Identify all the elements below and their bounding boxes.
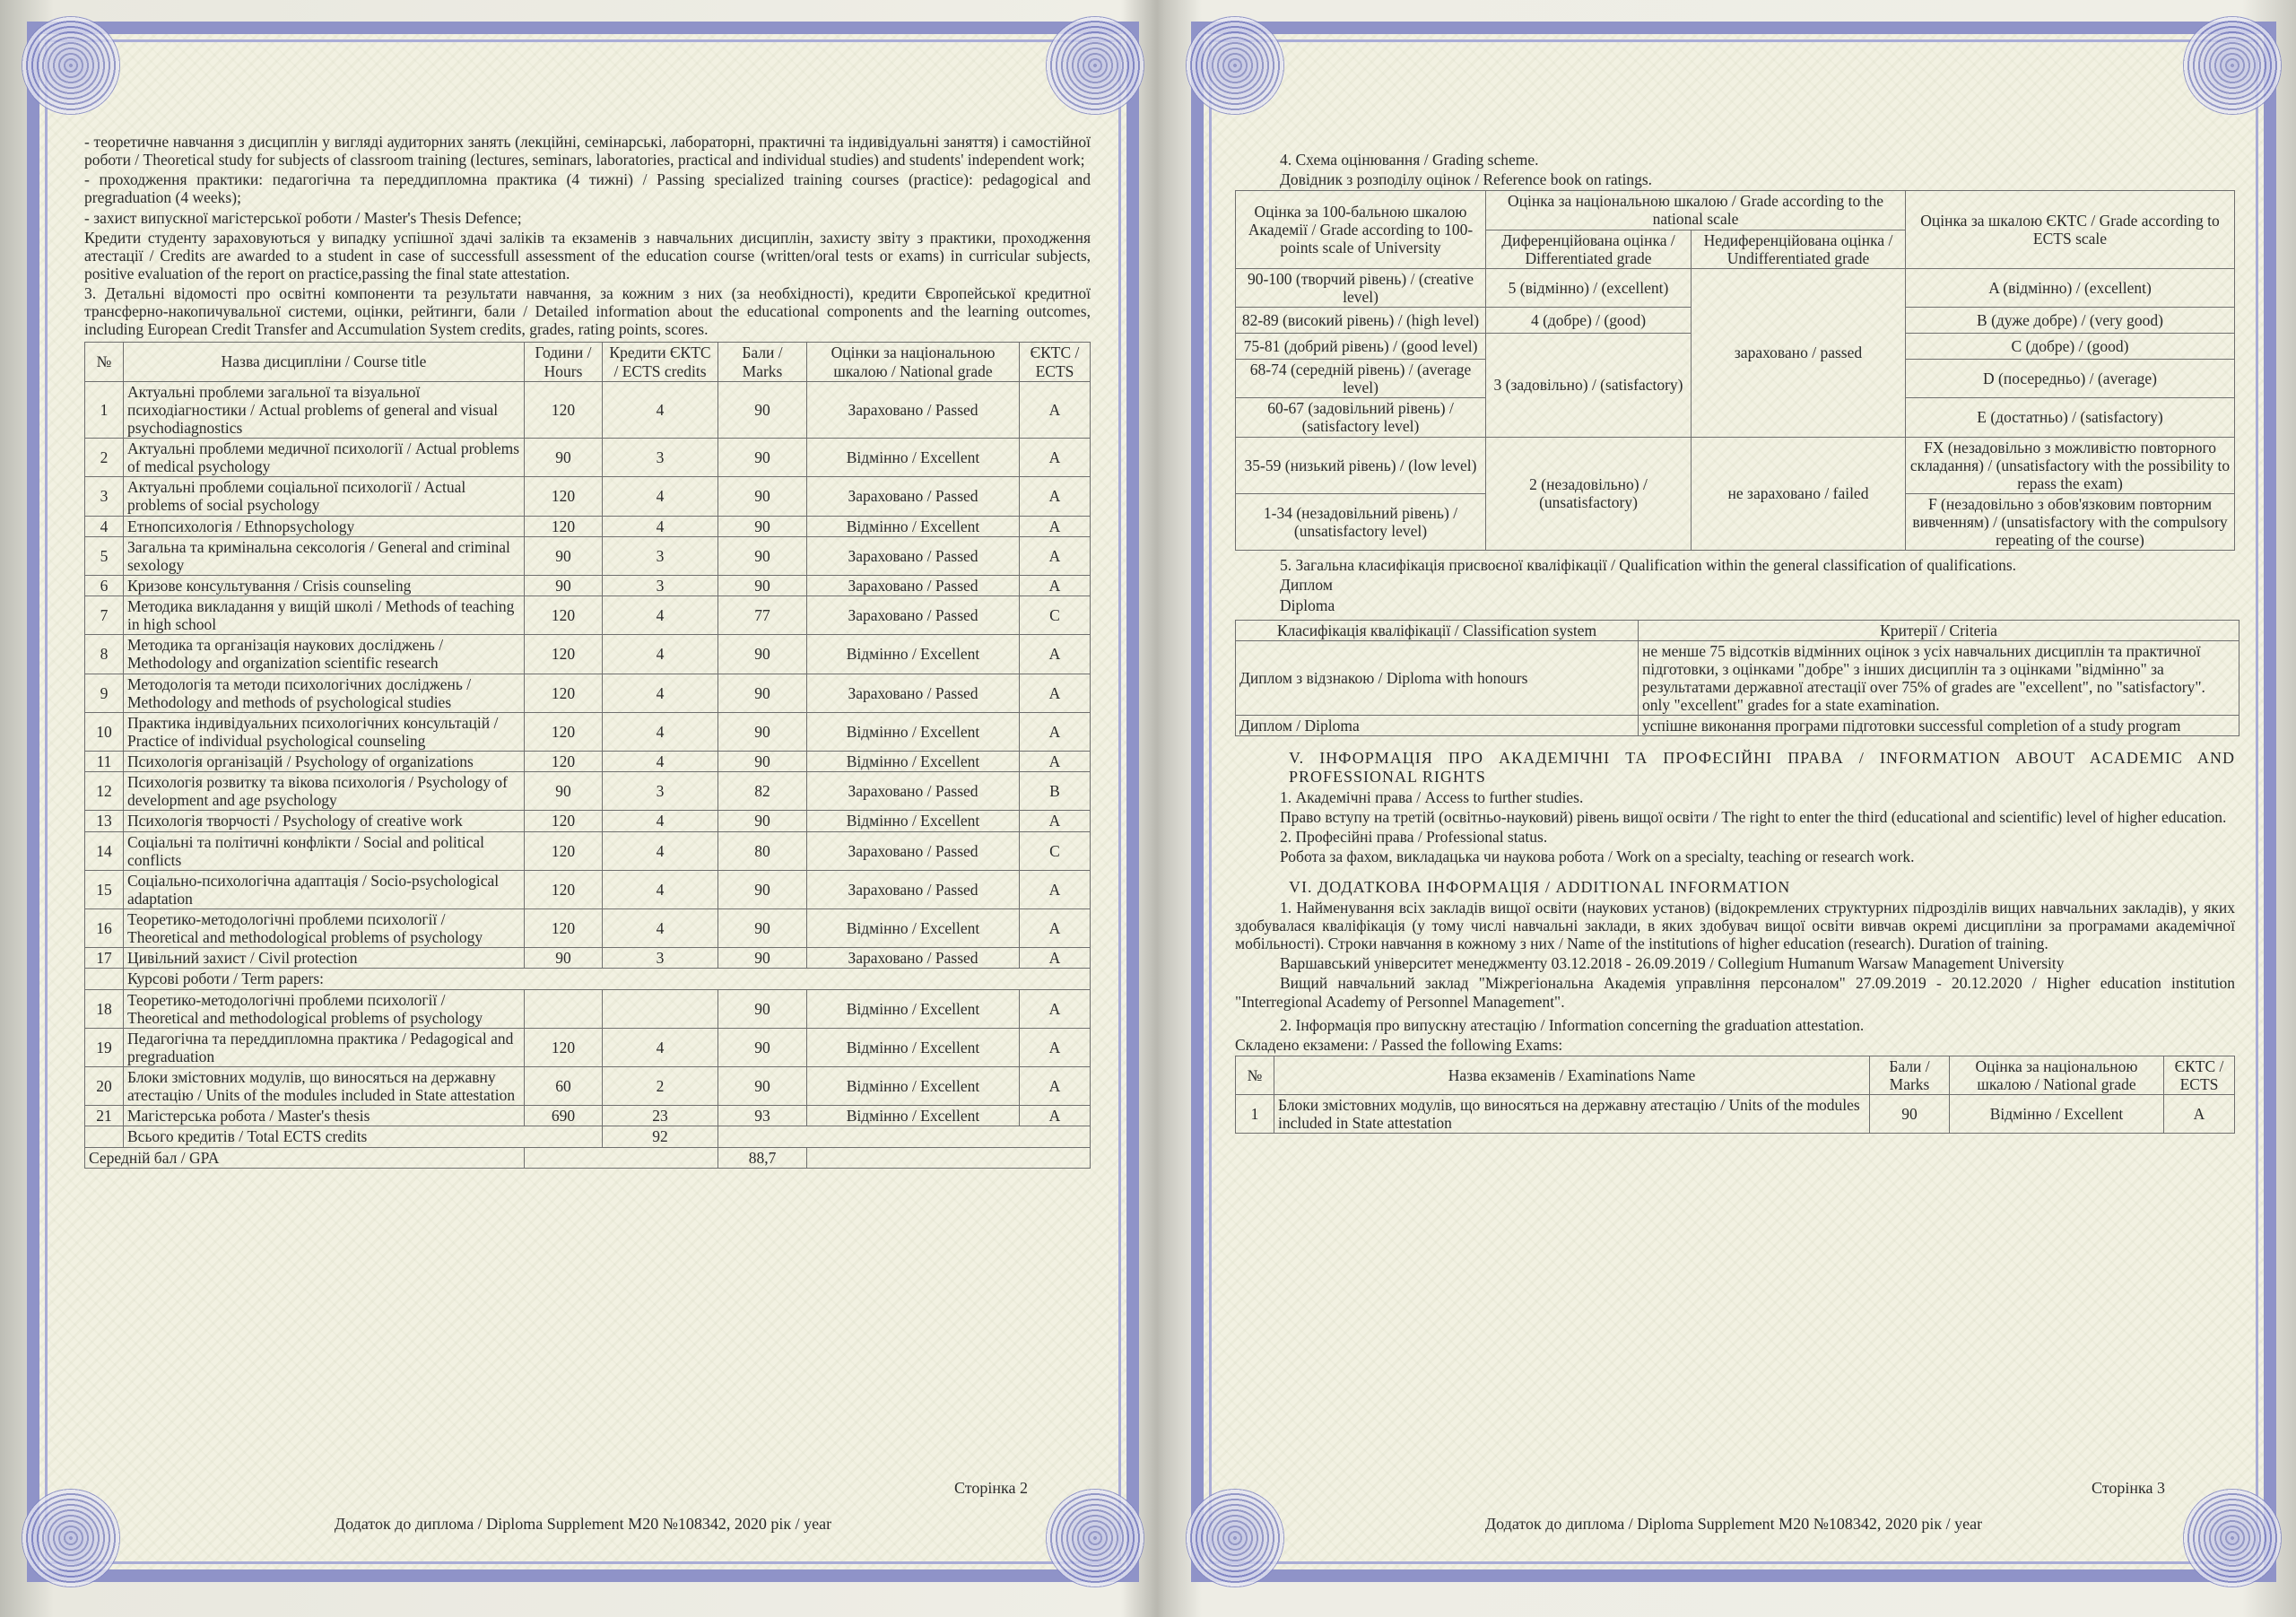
table-cell: 23 (603, 1106, 718, 1126)
col-header: № (1236, 1056, 1274, 1094)
exam-cell: A (2164, 1095, 2235, 1134)
para: 2. Професійні права / Professional status. (1280, 828, 1548, 846)
table-cell: 4 (603, 811, 718, 831)
table-cell: 16 (85, 909, 124, 948)
table-cell: 20 (85, 1067, 124, 1106)
grade-range: 1-34 (незадовільний рівень) / (unsatisfactory level) (1236, 493, 1486, 550)
table-cell: Методика та організація наукових досліджень / Methodology and organization scientific research (124, 635, 525, 674)
table-cell: A (1020, 1028, 1091, 1066)
col-header: ЄКТС / ECTS (2164, 1056, 2235, 1094)
table-cell: Відмінно / Excellent (807, 811, 1020, 831)
table-cell: Зараховано / Passed (807, 674, 1020, 712)
table-cell: Відмінно / Excellent (807, 516, 1020, 536)
table-cell: 120 (525, 752, 603, 772)
col-header: Оцінка за національною шкалою / National grade (1950, 1056, 2164, 1094)
undiff-pass: зараховано / passed (1692, 268, 1906, 437)
table-cell: 11 (85, 752, 124, 772)
classification-table (1235, 620, 2239, 737)
table-cell: Відмінно / Excellent (807, 1028, 1020, 1066)
rosette-ornament (22, 1489, 120, 1587)
table-cell: 90 (718, 752, 807, 772)
table-cell: A (1020, 752, 1091, 772)
table-row (85, 1067, 1091, 1106)
table-cell: A (1020, 381, 1091, 438)
grade-range: 35-59 (низький рівень) / (low level) (1236, 437, 1486, 493)
table-cell: 17 (85, 948, 124, 969)
table-cell: 5 (85, 536, 124, 575)
table-cell: 4 (603, 870, 718, 908)
grade-range: 90-100 (творчий рівень) / (creative level) (1236, 268, 1486, 307)
rosette-ornament (22, 16, 120, 115)
table-cell: 90 (718, 674, 807, 712)
table-row (85, 989, 1091, 1028)
page-number: Сторінка 2 (954, 1479, 1028, 1497)
col-header: Оцінка за національною шкалою / Grade according to the national scale (1486, 191, 1906, 230)
ects-grade: B (дуже добре) / (very good) (1906, 308, 2235, 334)
table-cell: 77 (718, 596, 807, 635)
rosette-ornament (1046, 16, 1144, 115)
table-cell: A (1020, 516, 1091, 536)
table-cell: 12 (85, 772, 124, 811)
total-label: Всього кредитів / Total ECTS credits (124, 1126, 603, 1147)
intro-line: Кредити студенту зараховуються у випадку успішної здачі заліків та екзаменів з навчальних дисциплін, захисту звіту з практики, проходження атестації / Credits are awarded to a student in case of successfull assessment of the education course (written/oral tests or exams) in curricular subjects, positive evaluation of the report on practice,passing the final state attestation. (84, 228, 1091, 283)
table-cell: Зараховано / Passed (807, 477, 1020, 516)
table-cell: Теоретико-методологічні проблеми психології / Theoretical and methodological problems of psychology (124, 989, 525, 1028)
col-header: Класифікація кваліфікації / Classification system (1236, 620, 1639, 640)
table-cell: 120 (525, 674, 603, 712)
gpa-label: Середній бал / GPA (85, 1147, 525, 1168)
section-title: 5. Загальна класифікація присвоєної кваліфікації / Qualification within the general classification of qualifications. (1280, 556, 2017, 575)
table-cell: Методика викладання у вищій школі / Methods of teaching in high school (124, 596, 525, 635)
table-cell: 90 (718, 536, 807, 575)
table-cell: Психологія творчості / Psychology of creative work (124, 811, 525, 831)
ects-grade: D (посередньо) / (average) (1906, 360, 2235, 398)
table-cell: 90 (718, 712, 807, 751)
ects-grade: A (відмінно) / (excellent) (1906, 268, 2235, 307)
col-header: Години / Hours (525, 343, 603, 381)
total-value: 92 (603, 1126, 718, 1147)
table-cell: A (1020, 477, 1091, 516)
diff-grade: 3 (задовільно) / (satisfactory) (1486, 334, 1692, 438)
table-row (85, 969, 1091, 989)
table-cell: 21 (85, 1106, 124, 1126)
col-header: Критерії / Criteria (1639, 620, 2239, 640)
diff-grade: 4 (добре) / (good) (1486, 308, 1692, 334)
table-cell: Відмінно / Excellent (807, 439, 1020, 477)
grade-range: 68-74 (середній рівень) / (average level) (1236, 360, 1486, 398)
table-cell: Актуальні проблеми медичної психології / Actual problems of medical psychology (124, 439, 525, 477)
courses-body (85, 381, 1091, 969)
table-cell: Педагогічна та переддипломна практика / Pedagogical and pregraduation (124, 1028, 525, 1066)
table-row (85, 674, 1091, 712)
table-row (85, 635, 1091, 674)
diff-grade: 5 (відмінно) / (excellent) (1486, 268, 1692, 307)
table-cell: Актуальні проблеми соціальної психології / Actual problems of social psychology (124, 477, 525, 516)
total-row (85, 1126, 1091, 1147)
table-cell: Зараховано / Passed (807, 831, 1020, 870)
table-cell: 90 (718, 870, 807, 908)
courses-body-2 (85, 989, 1091, 1126)
table-cell (525, 989, 603, 1028)
table-cell: 7 (85, 596, 124, 635)
exam-cell: 90 (1870, 1095, 1950, 1134)
undiff-fail: не зараховано / failed (1692, 437, 1906, 551)
table-cell: Зараховано / Passed (807, 596, 1020, 635)
table-row (85, 831, 1091, 870)
exam-table (1235, 1056, 2235, 1135)
table-row (85, 575, 1091, 596)
gpa-row (85, 1147, 1091, 1168)
table-cell: 4 (603, 477, 718, 516)
table-cell: 80 (718, 831, 807, 870)
table-row (85, 1106, 1091, 1126)
table-cell: Методологія та методи психологічних досліджень / Methodology and methods of psychological studies (124, 674, 525, 712)
table-cell: 90 (718, 1028, 807, 1066)
table-cell: Відмінно / Excellent (807, 712, 1020, 751)
col-header: Диференційована оцінка / Differentiated grade (1486, 230, 1692, 268)
term-papers-label: Курсові роботи / Term papers: (124, 969, 1091, 989)
table-row (85, 772, 1091, 811)
table-cell: 120 (525, 811, 603, 831)
table-cell: 3 (603, 772, 718, 811)
table-cell: 120 (525, 477, 603, 516)
table-cell: 4 (603, 752, 718, 772)
col-header: Назва дисципліни / Course title (124, 343, 525, 381)
table-cell: 4 (603, 381, 718, 438)
section-heading: V. ІНФОРМАЦІЯ ПРО АКАДЕМІЧНІ ТА ПРОФЕСІЙНІ ПРАВА / INFORMATION ABOUT ACADEMIC AND PROFESSIONAL RIGHTS (1289, 749, 2235, 787)
para: Робота за фахом, викладацька чи наукова робота / Work on a specialty, teaching or research work. (1280, 848, 1915, 866)
table-cell: 3 (603, 948, 718, 969)
ects-grade: FX (незадовільно з можливістю повторного складання) / (unsatisfactory with the possibility to repass the exam) (1906, 437, 2235, 493)
table-cell: 120 (525, 516, 603, 536)
table-cell: 19 (85, 1028, 124, 1066)
class-name: Диплом / Diploma (1236, 716, 1639, 736)
table-cell: C (1020, 831, 1091, 870)
table-cell: A (1020, 536, 1091, 575)
table-cell: 15 (85, 870, 124, 908)
table-cell: 90 (718, 381, 807, 438)
table-cell: A (1020, 870, 1091, 908)
table-cell: 2 (85, 439, 124, 477)
table-cell: 4 (603, 516, 718, 536)
section-title: 4. Схема оцінювання / Grading scheme. (1280, 151, 1539, 169)
table-cell: 4 (603, 635, 718, 674)
table-cell: A (1020, 439, 1091, 477)
table-cell: 90 (718, 948, 807, 969)
qual-line: Диплом (1280, 576, 1333, 595)
table-cell: 120 (525, 870, 603, 908)
table-cell: A (1020, 575, 1091, 596)
table-cell: A (1020, 909, 1091, 948)
table-cell: 3 (603, 536, 718, 575)
para: 1. Академічні права / Access to further studies. (1280, 787, 1584, 806)
table-cell: A (1020, 989, 1091, 1028)
table-cell: 4 (603, 596, 718, 635)
table-cell: 120 (525, 596, 603, 635)
table-cell: 4 (603, 712, 718, 751)
col-header: № (85, 343, 124, 381)
table-row (85, 439, 1091, 477)
col-header: Бали / Marks (1870, 1056, 1950, 1094)
table-cell: 4 (603, 674, 718, 712)
table-cell: 90 (718, 989, 807, 1028)
table-cell: 10 (85, 712, 124, 751)
table-row (85, 1028, 1091, 1066)
grade-range: 82-89 (високий рівень) / (high level) (1236, 308, 1486, 334)
gpa-value: 88,7 (718, 1147, 807, 1168)
table-cell: 90 (718, 477, 807, 516)
table-cell: Відмінно / Excellent (807, 909, 1020, 948)
intro-line: - захист випускної магістерської роботи / Master's Thesis Defence; (84, 208, 522, 227)
table-cell: Зараховано / Passed (807, 536, 1020, 575)
intro-line: - проходження практики: педагогічна та переддипломна практика (4 тижні) / Passing specialized training courses (practice): pedagogical and pregraduation (4 weeks); (84, 170, 1091, 207)
table-cell: A (1020, 1106, 1091, 1126)
rosette-ornament (1186, 16, 1284, 115)
table-row (85, 909, 1091, 948)
intro-line: 3. Детальні відомості про освітні компоненти та результати навчання, за кожним з них (за необхідності), кредити Європейської кредитної трансферно-накопичувальної системи, оцінки, рейтинги, бали / Detailed information about the educational components and the learning outcomes, including European Credit Transfer and Accumulation System credits, grades, rating points, scores. (84, 284, 1091, 339)
table-cell: Відмінно / Excellent (807, 1067, 1020, 1106)
table-cell: 13 (85, 811, 124, 831)
col-header: Оцінка за шкалою ЄКТС / Grade according to ECTS scale (1906, 191, 2235, 269)
table-cell: 690 (525, 1106, 603, 1126)
table-cell: 4 (85, 516, 124, 536)
exam-cell: Відмінно / Excellent (1950, 1095, 2164, 1134)
section-heading: VI. ДОДАТКОВА ІНФОРМАЦІЯ / ADDITIONAL INFORMATION (1289, 878, 1791, 897)
grade-range: 75-81 (добрий рівень) / (good level) (1236, 334, 1486, 360)
table-row (85, 811, 1091, 831)
table-cell: Зараховано / Passed (807, 575, 1020, 596)
table-cell: Відмінно / Excellent (807, 1106, 1020, 1126)
table-cell: Актуальні проблеми загальної та візуальної психодіагностики / Actual problems of general and visual psychodiagnostics (124, 381, 525, 438)
rosette-ornament (2183, 16, 2282, 115)
section-subtitle: Довідник з розподілу оцінок / Reference book on ratings. (1280, 170, 1653, 189)
para: Варшавський університет менеджменту 03.12.2018 - 26.09.2019 / Collegium Humanum Warsaw Management University (1280, 954, 2065, 973)
table-cell: 8 (85, 635, 124, 674)
table-cell: A (1020, 674, 1091, 712)
table-cell: 3 (603, 575, 718, 596)
table-cell: Соціально-психологічна адаптація / Socio-psychological adaptation (124, 870, 525, 908)
table-row (85, 752, 1091, 772)
exam-cell: Блоки змістовних модулів, що виносяться на державну атестацію / Units of the modules included in State attestation (1274, 1095, 1870, 1134)
table-cell: 1 (85, 381, 124, 438)
table-cell: Етнопсихологія / Ethnopsychology (124, 516, 525, 536)
col-header: Оцінки за національною шкалою / National grade (807, 343, 1020, 381)
table-cell: 3 (85, 477, 124, 516)
table-cell: 90 (718, 635, 807, 674)
page-left (27, 22, 1139, 1582)
table-row (85, 477, 1091, 516)
table-cell: 120 (525, 381, 603, 438)
table-cell: Зараховано / Passed (807, 870, 1020, 908)
rosette-ornament (1046, 1489, 1144, 1587)
table-cell: Психологія розвитку та вікова психологія / Psychology of development and age psychology (124, 772, 525, 811)
table-cell: 90 (718, 811, 807, 831)
table-cell: 14 (85, 831, 124, 870)
table-cell: A (1020, 948, 1091, 969)
table-cell: Відмінно / Excellent (807, 635, 1020, 674)
page-number: Сторінка 3 (2092, 1479, 2165, 1497)
table-cell: Зараховано / Passed (807, 772, 1020, 811)
table-cell: Практика індивідуальних психологічних консультацій / Practice of individual psychological counseling (124, 712, 525, 751)
table-cell: 4 (603, 1028, 718, 1066)
table-cell: B (1020, 772, 1091, 811)
ects-grade: C (добре) / (good) (1906, 334, 2235, 360)
page-right (1191, 22, 2276, 1582)
table-cell: 90 (525, 439, 603, 477)
table-cell: Кризове консультування / Crisis counseling (124, 575, 525, 596)
table-cell: Магістерська робота / Master's thesis (124, 1106, 525, 1126)
table-cell: Соціальні та політичні конфлікти / Social and political conflicts (124, 831, 525, 870)
rosette-ornament (1186, 1489, 1284, 1587)
table-cell: 120 (525, 1028, 603, 1066)
rosette-ornament (2183, 1489, 2282, 1587)
class-criteria: успішне виконання програми підготовки successful completion of a study program (1639, 716, 2239, 736)
table-cell: 9 (85, 674, 124, 712)
table-cell: A (1020, 635, 1091, 674)
table-cell: 120 (525, 909, 603, 948)
table-row (85, 381, 1091, 438)
table-cell: 120 (525, 635, 603, 674)
table-row (85, 536, 1091, 575)
table-cell: A (1020, 811, 1091, 831)
table-cell: 18 (85, 989, 124, 1028)
table-cell: 120 (525, 831, 603, 870)
table-row (1236, 1095, 2235, 1134)
table-cell: 90 (718, 439, 807, 477)
class-criteria: не менше 75 відсотків відмінних оцінок з усіх навчальних дисциплін та практичної підготовки, з оцінками "добре" з інших дисциплін та з оцінками "відмінно" за результатами державної атестації over 75% of grades are "excellent", no "satisfactory". only "excellent" grades for a state examination. (1639, 640, 2239, 716)
diff-grade: 2 (незадовільно) / (unsatisfactory) (1486, 437, 1692, 551)
courses-table (84, 342, 1091, 1168)
table-row (85, 712, 1091, 751)
table-row (85, 870, 1091, 908)
col-header: Бали / Marks (718, 343, 807, 381)
table-cell: 90 (525, 575, 603, 596)
table-cell: 60 (525, 1067, 603, 1106)
table-cell: 90 (525, 536, 603, 575)
table-cell: Відмінно / Excellent (807, 989, 1020, 1028)
col-header: Оцінка за 100-бальною шкалою Академії / Grade according to 100-points scale of University (1236, 191, 1486, 269)
table-cell: 82 (718, 772, 807, 811)
table-cell: 4 (603, 909, 718, 948)
col-header: Назва екзаменів / Examinations Name (1274, 1056, 1870, 1094)
intro-line: - теоретичне навчання з дисциплін у вигляді аудиторних занять (лекційні, семінарські, лабораторні, практичні та індивідуальні заняття) і самостійної роботи / Theoretical study for subjects of classroom training (lectures, seminars, laboratories, practical and individual studies) and students' independent work; (84, 133, 1091, 170)
para: Вищий навчальний заклад "Міжрегіональна Академія управління персоналом" 27.09.2019 - 20.12.2020 / Higher education institution "Interregional Academy of Personnel Management". (1235, 974, 2235, 1011)
col-header: Кредити ЄКТС / ECTS credits (603, 343, 718, 381)
ects-grade: F (незадовільно з обов'язковим повторним вивченням) / (unsatisfactory with the compulsory repeating of the course) (1906, 493, 2235, 550)
grading-table (1235, 190, 2235, 551)
table-cell: Теоретико-методологічні проблеми психології / Theoretical and methodological problems of psychology (124, 909, 525, 948)
table-cell: Загальна та кримінальна сексологія / General and criminal sexology (124, 536, 525, 575)
page-footer: Додаток до диплома / Diploma Supplement М20 №108342, 2020 рік / year (1484, 1515, 1983, 1533)
table-cell: 90 (525, 772, 603, 811)
table-cell: 120 (525, 712, 603, 751)
table-cell: 90 (718, 516, 807, 536)
table-cell: Зараховано / Passed (807, 948, 1020, 969)
table-cell: 93 (718, 1106, 807, 1126)
table-cell: 90 (718, 1067, 807, 1106)
grade-range: 60-67 (задовільний рівень) / (satisfactory level) (1236, 398, 1486, 437)
page-footer: Додаток до диплома / Diploma Supplement М20 №108342, 2020 рік / year (334, 1515, 832, 1533)
para: 2. Інформація про випускну атестацію / Information concerning the graduation attestation. (1280, 1015, 1865, 1034)
ects-grade: E (достатньо) / (satisfactory) (1906, 398, 2235, 437)
table-cell: Психологія організацій / Psychology of organizations (124, 752, 525, 772)
table-row (85, 948, 1091, 969)
table-cell: A (1020, 1067, 1091, 1106)
table-cell: Відмінно / Excellent (807, 752, 1020, 772)
table-cell: Блоки змістовних модулів, що виносяться на державну атестацію / Units of the modules included in State attestation (124, 1067, 525, 1106)
table-cell: 6 (85, 575, 124, 596)
para: Право вступу на третій (освітньо-науковий) рівень вищої освіти / The right to enter the third (educational and scientific) level of higher education. (1280, 807, 2227, 826)
table-cell: 90 (525, 948, 603, 969)
col-header: ЄКТС / ECTS (1020, 343, 1091, 381)
table-cell: Цивільний захист / Civil protection (124, 948, 525, 969)
table-cell: 90 (718, 909, 807, 948)
table-cell: 4 (603, 831, 718, 870)
table-cell: 2 (603, 1067, 718, 1106)
table-cell: 90 (718, 575, 807, 596)
col-header: Недиференційована оцінка / Undifferentiated grade (1692, 230, 1906, 268)
para: Складено екзамени: / Passed the following Exams: (1235, 1035, 1563, 1054)
table-cell: A (1020, 712, 1091, 751)
exam-cell: 1 (1236, 1095, 1274, 1134)
class-name: Диплом з відзнакою / Diploma with honours (1236, 640, 1639, 716)
table-row (85, 596, 1091, 635)
qual-line: Diploma (1280, 596, 1335, 614)
table-cell: Зараховано / Passed (807, 381, 1020, 438)
table-row (85, 516, 1091, 536)
table-cell: 3 (603, 439, 718, 477)
table-cell (603, 989, 718, 1028)
para: 1. Найменування всіх закладів вищої освіти (наукових установ) (відокремлених структурних підрозділів вищих навчальних закладів), у яких здобувалася кваліфікація (у тому числі навчальні заклади, в яких здобувач вищої освіти вивчав окремі дисципліни за програмами академічної мобільності). Строки навчання в кожному з них / Name of the institutions of higher education (research). Duration of training. (1235, 898, 2235, 953)
table-cell: C (1020, 596, 1091, 635)
